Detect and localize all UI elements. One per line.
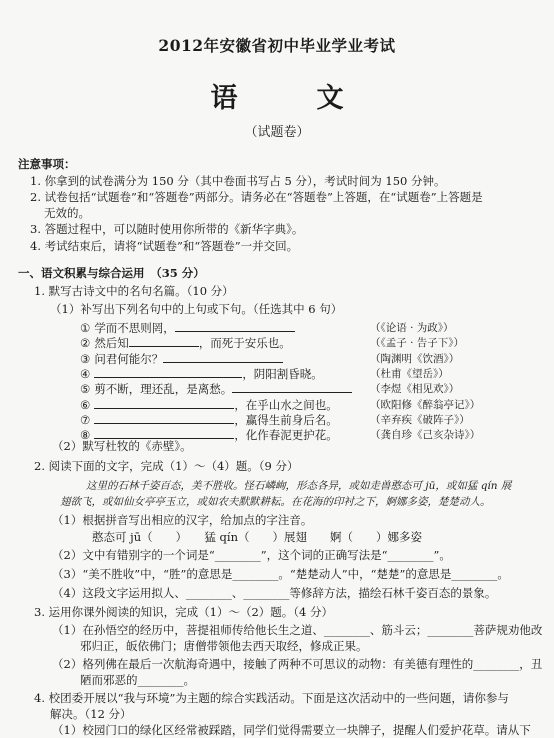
answer-blank[interactable] bbox=[94, 398, 234, 409]
notice-heading: 注意事项： bbox=[18, 157, 76, 171]
poem-number: ⑥ bbox=[80, 397, 91, 412]
subquestion: （1）补写出下列名句中的上句或下句。（任选其中 6 句） bbox=[50, 302, 343, 316]
passage-line: 这里的石林千姿百态，美不胜收。怪石嶙峋，形态各异，或如走兽憨态可 jū，或如猛 qín 展 bbox=[86, 480, 512, 492]
poem-line bbox=[80, 381, 352, 397]
poem-given-text: 然后知 bbox=[94, 336, 129, 351]
answer-blank[interactable] bbox=[232, 382, 352, 393]
subquestion: （4）这段文字运用拟人、________、________等修辞方法，描绘石林千姿百态的景象。 bbox=[52, 586, 497, 600]
subquestion: （2）默写杜牧的《赤壁》。 bbox=[52, 439, 192, 453]
poem-line bbox=[80, 320, 295, 336]
poem-source: （陶渊明《饮酒》） bbox=[370, 352, 460, 365]
answer-blank[interactable] bbox=[163, 352, 283, 363]
poem-given-text: ，赢得生前身后名。 bbox=[234, 412, 338, 427]
poem-source: （李煜《相见欢》） bbox=[370, 383, 460, 396]
subquestion: （1）在孙悟空的经历中，菩提祖师传给他长生之道、________、筋斗云；________菩萨规劝他改 bbox=[52, 623, 543, 637]
poem-given-text: 问君何能尔？ bbox=[94, 351, 164, 366]
poem-given-text: ，而死于安乐也。 bbox=[198, 336, 291, 351]
poem-number: ② bbox=[80, 336, 91, 351]
question-heading: 3. 运用你课外阅读的知识，完成（1）～（2）题。（4 分） bbox=[34, 605, 333, 619]
poem-source: （欧阳修《醉翁亭记》） bbox=[370, 398, 481, 411]
notice-item: 2. 试卷包括“试题卷”和“答题卷”两部分。请务必在“答题卷”上答题，在“试题卷”上答题是 bbox=[30, 190, 483, 204]
notice-item: 无效的。 bbox=[44, 206, 90, 220]
question-heading-cont: 解决。（12 分） bbox=[50, 707, 132, 721]
passage-line: 翅欲飞，或如仙女亭亭玉立，或如农夫默默耕耘。在花海的印衬之下，婀娜多姿，楚楚动人。 bbox=[60, 496, 491, 508]
subquestion-line: 憨态可 jū（ ） 猛 qín（ ）展翅 婀（ ）娜多姿 bbox=[92, 530, 422, 544]
poem-line bbox=[80, 366, 323, 382]
question-heading: 1. 默写古诗文中的名句名篇。（10 分） bbox=[34, 284, 234, 298]
answer-blank[interactable] bbox=[175, 321, 295, 332]
poem-given-text: 剪不断，理还乱，是离愁。 bbox=[94, 382, 233, 397]
poem-line bbox=[80, 412, 338, 428]
poem-number: ⑧ bbox=[80, 428, 91, 443]
poem-line bbox=[80, 335, 291, 351]
paper-label: （试题卷） bbox=[244, 125, 310, 140]
poem-source: （龚自珍《己亥杂诗》） bbox=[370, 429, 481, 442]
notice-item: 3. 答题过程中，可以随时使用你所带的《新华字典》。 bbox=[30, 222, 304, 236]
poem-given-text: ，化作春泥更护花。 bbox=[234, 428, 338, 443]
poem-line bbox=[80, 351, 283, 367]
poem-number: ③ bbox=[80, 351, 91, 366]
poem-given-text: 学而不思则罔， bbox=[94, 321, 175, 335]
subquestion: （2）文中有错别字的一个词是“________”，这个词的正确写法是“________”。 bbox=[52, 548, 451, 562]
poem-number: ⑦ bbox=[80, 412, 91, 427]
poem-given-text: ，在乎山水之间也。 bbox=[234, 397, 338, 412]
poem-line bbox=[80, 397, 338, 413]
subquestion: （1）根据拼音写出相应的汉字，给加点的字注音。 bbox=[52, 513, 313, 527]
poem-source: （《孟子 · 告子下》） bbox=[370, 337, 465, 350]
question-heading: 2. 阅读下面的文字，完成（1）～（4）题。（9 分） bbox=[34, 459, 299, 473]
question-heading: 4. 校团委开展以“我与环境”为主题的综合实践活动。下面是这次活动中的一些问题，请你参与 bbox=[34, 691, 509, 705]
subquestion: （2）格列佛在最后一次航海奇遇中，接触了两种不可思议的动物：有美德有理性的________，丑 bbox=[52, 657, 543, 671]
subject-title: 语 文 bbox=[210, 83, 370, 114]
section-heading: 一、语文积累与综合运用 （35 分） bbox=[18, 266, 205, 280]
subquestion: （1）校园门口的绿化区经常被踩踏，同学们觉得需要立一块牌子，提醒人们爱护花草。请从下 bbox=[52, 723, 531, 737]
poem-given-text: ，阴阳割昏晓。 bbox=[242, 366, 323, 381]
subquestion-line: 陋而邪恶的________。 bbox=[80, 673, 195, 687]
poem-source: （杜甫《望岳》） bbox=[370, 367, 449, 380]
subquestion-line: 邪归正，皈依佛门；唐僧带领他去西天取经，修成正果。 bbox=[80, 639, 368, 653]
poem-source: （《论语 · 为政》） bbox=[370, 322, 454, 334]
answer-blank[interactable] bbox=[94, 413, 234, 424]
answer-blank[interactable] bbox=[129, 336, 199, 347]
answer-blank[interactable] bbox=[94, 367, 242, 378]
poem-source: （辛弃疾《破阵子》） bbox=[370, 413, 470, 426]
notice-item: 4. 考试结束后，请将“试题卷”和“答题卷”一并交回。 bbox=[30, 239, 299, 253]
notice-item: 1. 你拿到的试卷满分为 150 分（其中卷面书写占 5 分），考试时间为 150 分钟。 bbox=[30, 174, 446, 188]
exam-title: 2012年安徽省初中毕业学业考试 bbox=[158, 36, 396, 55]
poem-number: ⑤ bbox=[80, 382, 91, 397]
poem-number: ④ bbox=[80, 366, 91, 381]
subquestion: （3）“美不胜收”中，“胜”的意思是________。“楚楚动人”中，“楚楚”的意思是________。 bbox=[52, 567, 509, 581]
poem-number: ① bbox=[80, 321, 91, 335]
